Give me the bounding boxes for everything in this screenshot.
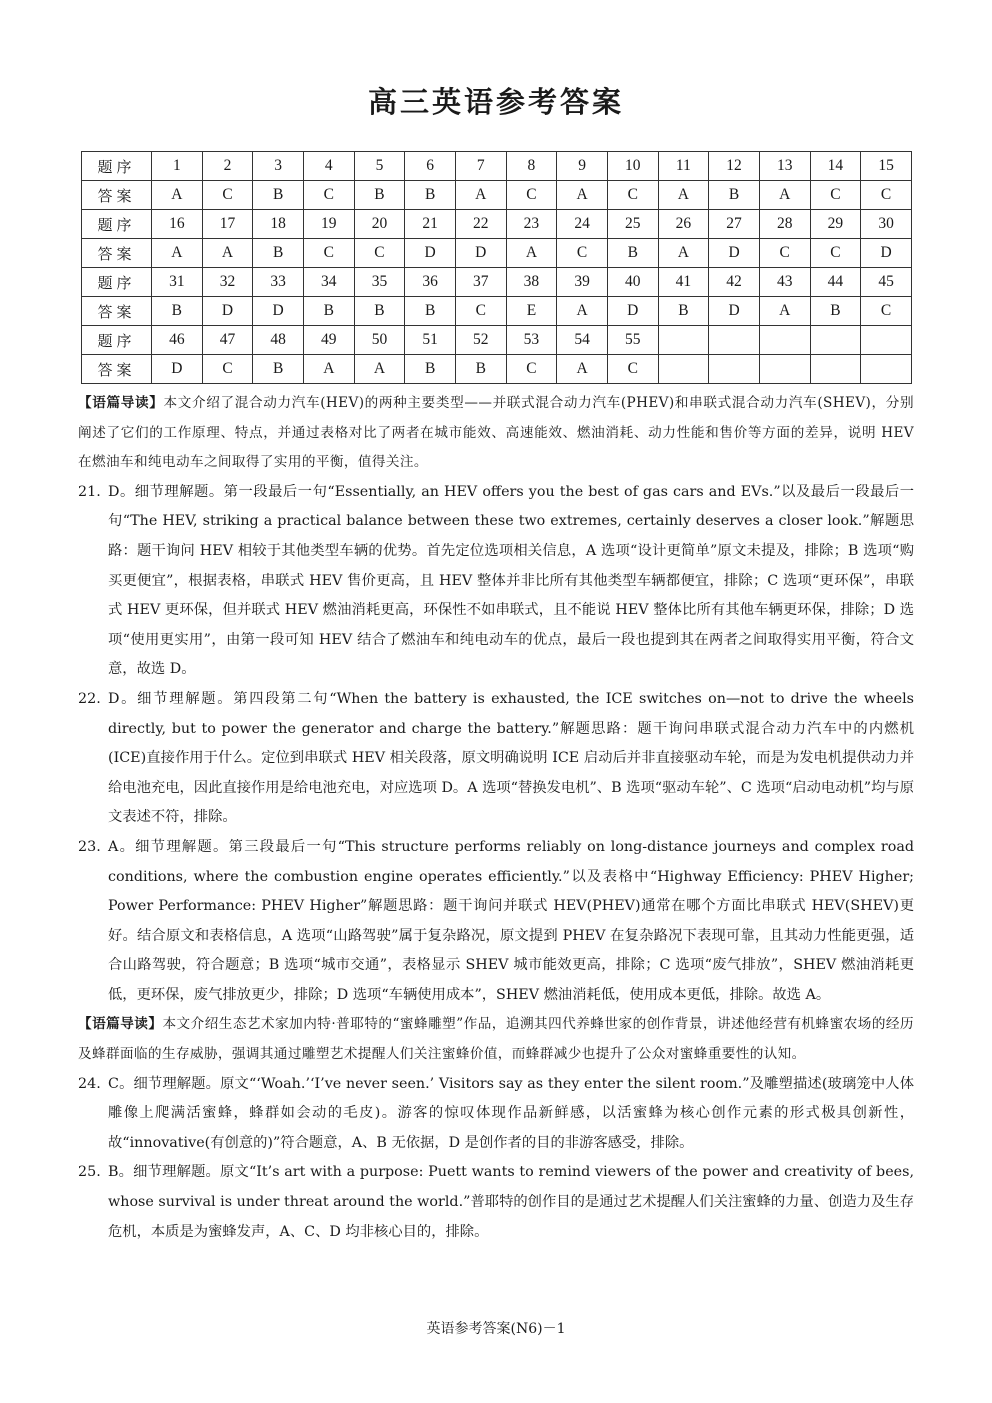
question-label-cell: 题序 — [82, 152, 152, 181]
question-number-cell: 6 — [405, 152, 456, 181]
question-number-cell: 39 — [557, 268, 608, 297]
answer-cell — [709, 355, 760, 384]
question-number-cell: 3 — [253, 152, 304, 181]
question-number-cell: 41 — [658, 268, 709, 297]
answer-cell: C — [607, 355, 658, 384]
explanations — [78, 389, 914, 1247]
answer-cell: B — [810, 297, 861, 326]
answer-cell: A — [354, 355, 405, 384]
answer-cell: E — [506, 297, 557, 326]
explanation-item-22 — [78, 685, 914, 833]
question-number-cell: 11 — [658, 152, 709, 181]
question-number-cell: 46 — [152, 326, 203, 355]
answer-cell: D — [455, 239, 506, 268]
answer-cell: C — [202, 355, 253, 384]
guide-label: 【语篇导读】 — [78, 395, 164, 411]
question-number-cell: 49 — [303, 326, 354, 355]
answer-cell: A — [202, 239, 253, 268]
answer-label-cell: 答案 — [82, 297, 152, 326]
answer-cell: A — [557, 181, 608, 210]
passage-guide-1 — [78, 389, 914, 478]
answer-cell: D — [709, 239, 760, 268]
question-number-cell: 10 — [607, 152, 658, 181]
answer-cell: C — [455, 297, 506, 326]
explanation-item-25 — [78, 1158, 914, 1247]
answer-cell: B — [303, 297, 354, 326]
question-number-cell: 26 — [658, 210, 709, 239]
question-number-cell: 25 — [607, 210, 658, 239]
answer-cell: B — [607, 239, 658, 268]
question-number-cell: 47 — [202, 326, 253, 355]
answer-cell: B — [152, 297, 203, 326]
answer-cell — [759, 355, 810, 384]
answer-cell: C — [303, 181, 354, 210]
question-number-cell: 40 — [607, 268, 658, 297]
answer-cell: C — [607, 181, 658, 210]
answer-cell: A — [152, 239, 203, 268]
answer-cell: A — [658, 239, 709, 268]
question-number-cell — [759, 326, 810, 355]
answer-cell: B — [709, 181, 760, 210]
question-number-cell — [658, 326, 709, 355]
question-number-cell: 28 — [759, 210, 810, 239]
answer-cell: C — [810, 181, 861, 210]
explanation-text: C。细节理解题。原文“‘Woah.’‘I’ve never seen.’ Visitors say as they enter the silent room.”及雕塑描述(玻璃笼中人体雕像上爬满活蜜蜂，蜂群如会动的毛皮)。游客的惊叹体现作品新鲜感，以活蜜蜂为核心创作元素的形式极具创新性，故“innovative(有创意的)”符合题意，A、B 无依据，D 是创作者的目的非游客感受，排除。 — [108, 1075, 914, 1151]
answer-cell: C — [557, 239, 608, 268]
question-number-cell: 17 — [202, 210, 253, 239]
answer-cell — [861, 355, 912, 384]
question-number-cell: 22 — [455, 210, 506, 239]
answer-cell: D — [405, 239, 456, 268]
question-number-row — [82, 268, 912, 297]
question-number: 22. — [78, 690, 101, 707]
question-number-cell: 16 — [152, 210, 203, 239]
question-number-cell: 4 — [303, 152, 354, 181]
answer-label-cell: 答案 — [82, 181, 152, 210]
question-number-cell: 23 — [506, 210, 557, 239]
question-number: 24. — [78, 1075, 101, 1092]
question-number-cell: 54 — [557, 326, 608, 355]
question-number-cell: 13 — [759, 152, 810, 181]
question-label-cell: 题序 — [82, 326, 152, 355]
question-number-cell: 7 — [455, 152, 506, 181]
question-number-cell: 18 — [253, 210, 304, 239]
answer-cell: B — [455, 355, 506, 384]
answer-cell — [810, 355, 861, 384]
answer-cell: B — [405, 297, 456, 326]
question-number: 23. — [78, 838, 101, 855]
guide-label: 【语篇导读】 — [78, 1016, 163, 1033]
answer-table-body — [82, 152, 912, 384]
answer-cell: C — [810, 239, 861, 268]
question-number-cell: 21 — [405, 210, 456, 239]
question-number-cell: 20 — [354, 210, 405, 239]
answer-label-cell: 答案 — [82, 239, 152, 268]
answer-cell: D — [202, 297, 253, 326]
answer-cell: A — [557, 297, 608, 326]
question-number-cell: 55 — [607, 326, 658, 355]
answer-cell: A — [557, 355, 608, 384]
answer-cell: D — [861, 239, 912, 268]
question-number-cell: 43 — [759, 268, 810, 297]
answer-cell: B — [354, 181, 405, 210]
guide-text: 本文介绍生态艺术家加内特·普耶特的“蜜蜂雕塑”作品，追溯其四代养蜂世家的创作背景，讲述他经营有机蜂蜜农场的经历及蜂群面临的生存威胁，强调其通过雕塑艺术提醒人们关注蜜蜂价值，而蜂群减少也提升了公众对蜜蜂重要性的认知。 — [78, 1016, 915, 1063]
answer-cell: D — [152, 355, 203, 384]
answer-cell — [658, 355, 709, 384]
answer-cell: D — [607, 297, 658, 326]
question-number-cell: 42 — [709, 268, 760, 297]
answer-cell: A — [759, 297, 810, 326]
question-number-cell — [861, 326, 912, 355]
question-number-cell: 50 — [354, 326, 405, 355]
answer-cell: C — [506, 181, 557, 210]
answer-cell: B — [354, 297, 405, 326]
question-number-cell: 48 — [253, 326, 304, 355]
question-number: 25. — [78, 1164, 101, 1181]
question-number-cell: 32 — [202, 268, 253, 297]
question-number-cell: 1 — [152, 152, 203, 181]
question-number-row — [82, 152, 912, 181]
question-number-cell: 35 — [354, 268, 405, 297]
question-number-cell: 33 — [253, 268, 304, 297]
question-number-cell: 27 — [709, 210, 760, 239]
page-title: 高三英语参考答案 — [367, 85, 624, 119]
answer-cell: A — [506, 239, 557, 268]
answer-cell: A — [658, 181, 709, 210]
answer-cell: C — [759, 239, 810, 268]
answer-cell: B — [658, 297, 709, 326]
answer-cell: B — [405, 181, 456, 210]
answer-cell: C — [202, 181, 253, 210]
answer-row — [82, 239, 912, 268]
question-number-cell: 51 — [405, 326, 456, 355]
question-number-row — [82, 210, 912, 239]
question-number-cell: 8 — [506, 152, 557, 181]
explanation-item-24 — [78, 1070, 914, 1159]
question-number-cell: 37 — [455, 268, 506, 297]
question-number-cell: 24 — [557, 210, 608, 239]
answer-cell: A — [152, 181, 203, 210]
page-footer: 英语参考答案(N6)－1 — [426, 1321, 566, 1337]
question-number-cell: 19 — [303, 210, 354, 239]
question-label-cell: 题序 — [82, 268, 152, 297]
explanation-text: A。细节理解题。第三段最后一句“This structure performs reliably on long-distance journeys and complex road conditions, where the combustion engine operates efficiently.”以及表格中“Highway Efficiency: PHEV Higher; Power Performance: PHEV Higher”解题思路：题干询问并联式 HEV(PHEV)通常在哪个方面比串联式 HEV(SHEV)更好。结合原文和表格信息，A 选项“山路驾驶”属于复杂路况，原文提到 PHEV 在复杂路况下表现可靠，且其动力性能更强，适合山路驾驶，符合题意；B 选项“城市交通”，表格显示 SHEV 城市能效更高，排除；C 选项“废气排放”，SHEV 燃油消耗更低，更环保，废气排放更少，排除；D 选项“车辆使用成本”，SHEV 燃油消耗低，使用成本更低，排除。故选 A。 — [108, 838, 914, 1003]
question-number-cell: 9 — [557, 152, 608, 181]
question-number-cell: 44 — [810, 268, 861, 297]
question-number-cell: 12 — [709, 152, 760, 181]
question-number-cell: 14 — [810, 152, 861, 181]
question-number-cell: 5 — [354, 152, 405, 181]
question-number: 21. — [78, 483, 101, 500]
question-number-cell: 30 — [861, 210, 912, 239]
explanation-text: D。细节理解题。第一段最后一句“Essentially, an HEV offers you the best of gas cars and EVs.”以及最后一段最后一句“The HEV, striking a practical balance between these two extremes, certainly deserves a closer look.”解题思路：题干询问 HEV 相较于其他类型车辆的优势。首先定位选项相关信息，A 选项“设计更简单”原文未提及，排除；B 选项“购买更便宜”，根据表格，串联式 HEV 售价更高，且 HEV 整体并非比所有其他类型车辆都便宜，排除；C 选项“更环保”，串联式 HEV 更环保，但并联式 HEV 燃油消耗更高，环保性不如串联式，且不能说 HEV 整体比所有其他车辆更环保，排除；D 选项“使用更实用”，由第一段可知 HEV 结合了燃油车和纯电动车的优点，最后一段也提到其在两者之间取得实用平衡，符合文意，故选 D。 — [108, 483, 914, 678]
explanation-text: B。细节理解题。原文“It’s art with a purpose: Puett wants to remind viewers of the power and creativity of bees, whose survival is under threat around the world.”普耶特的创作目的是通过艺术提醒人们关注蜜蜂的力量、创造力及生存危机，本质是为蜜蜂发声，A、C、D 均非核心目的，排除。 — [108, 1164, 914, 1240]
question-number-cell: 53 — [506, 326, 557, 355]
answer-table — [81, 151, 912, 384]
answer-cell: C — [303, 239, 354, 268]
question-number-cell: 31 — [152, 268, 203, 297]
answer-cell: C — [354, 239, 405, 268]
answer-row — [82, 297, 912, 326]
answer-cell: A — [455, 181, 506, 210]
question-number-cell: 34 — [303, 268, 354, 297]
question-number-cell — [810, 326, 861, 355]
question-number-row — [82, 326, 912, 355]
question-number-cell: 45 — [861, 268, 912, 297]
answer-cell: A — [303, 355, 354, 384]
answer-cell: B — [253, 239, 304, 268]
answer-row — [82, 181, 912, 210]
answer-row — [82, 355, 912, 384]
answer-cell: C — [506, 355, 557, 384]
explanation-text: D。细节理解题。第四段第二句“When the battery is exhausted, the ICE switches on—not to drive the wheels directly, but to power the generator and charge the battery.”解题思路：题干询问串联式混合动力汽车中的内燃机(ICE)直接作用于什么。定位到串联式 HEV 相关段落，原文明确说明 ICE 启动后并非直接驱动车轮，而是为发电机提供动力并给电池充电，因此直接作用是给电池充电，对应选项 D。A 选项“替换发电机”、B 选项“驱动车轮”、C 选项“启动电动机”均与原文表述不符，排除。 — [108, 690, 914, 826]
question-number-cell: 52 — [455, 326, 506, 355]
question-number-cell — [709, 326, 760, 355]
question-number-cell: 2 — [202, 152, 253, 181]
answer-cell: D — [253, 297, 304, 326]
question-number-cell: 15 — [861, 152, 912, 181]
answer-label-cell: 答案 — [82, 355, 152, 384]
explanation-item-21 — [78, 478, 914, 685]
answer-cell: B — [253, 355, 304, 384]
answer-cell: A — [759, 181, 810, 210]
question-number-cell: 38 — [506, 268, 557, 297]
answer-cell: D — [709, 297, 760, 326]
question-number-cell: 36 — [405, 268, 456, 297]
question-number-cell: 29 — [810, 210, 861, 239]
explanation-item-23 — [78, 833, 914, 1011]
answer-cell: B — [253, 181, 304, 210]
passage-guide-2 — [78, 1010, 914, 1069]
answer-cell: B — [405, 355, 456, 384]
question-label-cell: 题序 — [82, 210, 152, 239]
guide-text: 本文介绍了混合动力汽车(HEV)的两种主要类型——并联式混合动力汽车(PHEV)和串联式混合动力汽车(SHEV)，分别阐述了它们的工作原理、特点，并通过表格对比了两者在城市能效、高速能效、燃油消耗、动力性能和售价等方面的差异，说明 HEV 在燃油车和纯电动车之间取得了实用的平衡，值得关注。 — [78, 395, 914, 471]
answer-cell: C — [861, 297, 912, 326]
answer-cell: C — [861, 181, 912, 210]
